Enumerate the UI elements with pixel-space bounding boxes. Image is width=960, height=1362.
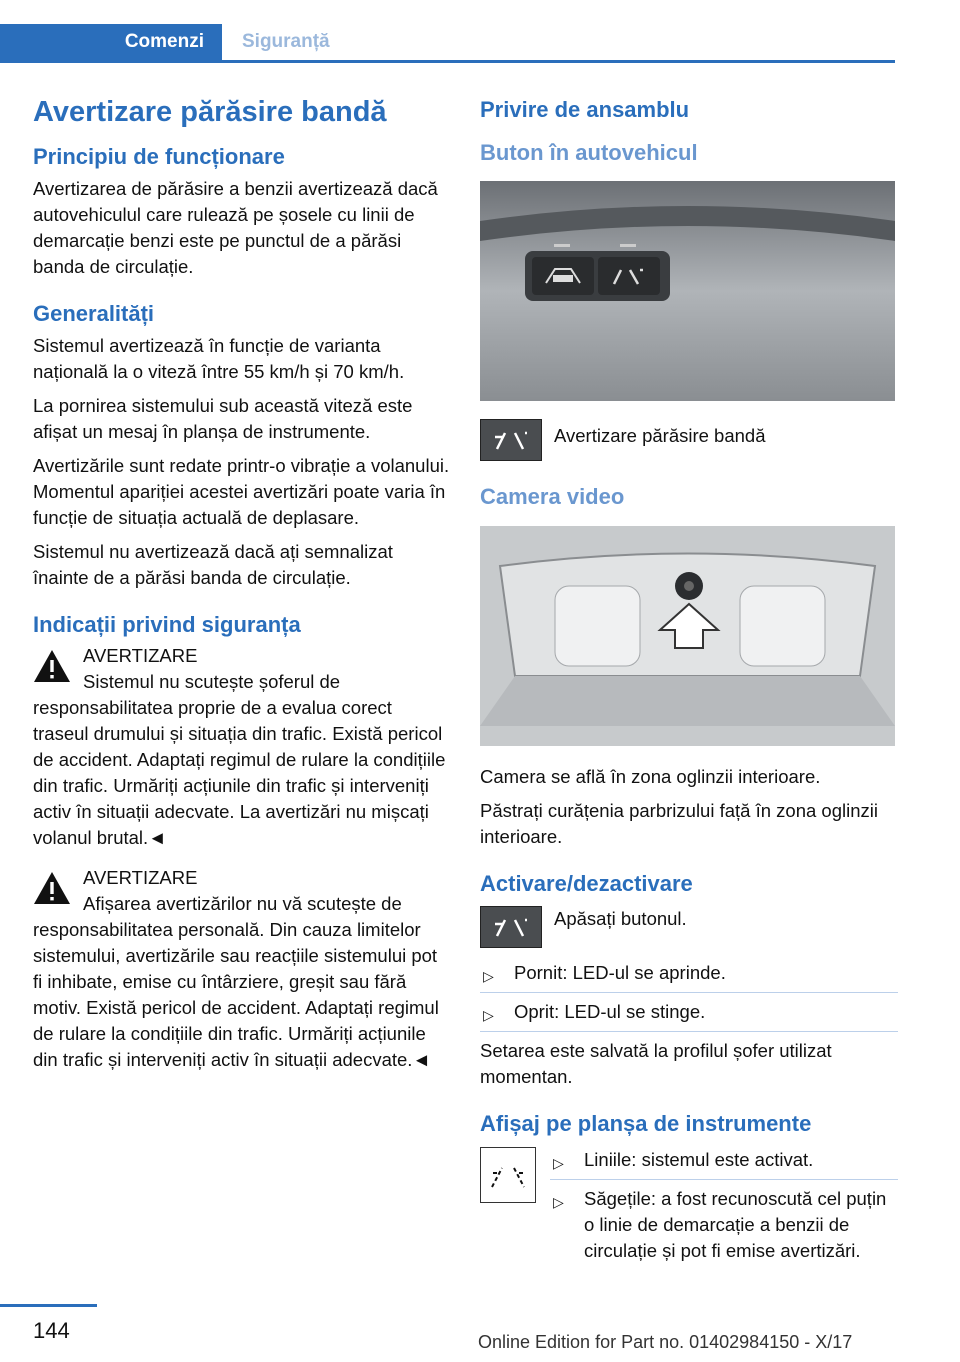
- right-column: [480, 96, 898, 1292]
- camera-heading: Camera video: [480, 484, 625, 510]
- warning-triangle-icon: [33, 649, 71, 683]
- car-buttons-image: [480, 181, 895, 401]
- overview-heading: Privire de ansamblu: [480, 97, 690, 122]
- display-heading: Afișaj pe planșa de instrumente: [480, 1111, 812, 1137]
- general-paragraph-3: Avertizările sunt redate printr-o vibrație a volanului. Momentul apariției acestei avertizări poate varia în funcție de situația actuală de deplasare.: [33, 454, 450, 528]
- list-item: ▷ Oprit: LED-ul se stinge.: [480, 999, 898, 1032]
- chapter-tabs: [0, 24, 895, 63]
- warning-2-title: AVERTIZARE: [83, 867, 198, 889]
- tab-comenzi[interactable]: Comenzi: [0, 24, 222, 60]
- camera-paragraph-1: Camera se află în zona oglinzii interioare.: [480, 765, 821, 787]
- edition-text: Online Edition for Part no. 01402984150 - X/17: [478, 1332, 853, 1352]
- general-paragraph-4: Sistemul nu avertizează dacă ați semnalizat înainte de a părăsi banda de circulație.: [33, 540, 393, 588]
- list-item: ▷ Săgețile: a fost recunoscută cel puțin o linie de demarcație a benzii de circulație și pot fi emise avertizări.: [553, 1187, 887, 1261]
- activation-text: Apăsați butonul.: [554, 908, 687, 930]
- general-paragraph-1: Sistemul avertizează în funcție de varianta națională la o viteză între 55 km/h și 70 km/h.: [33, 334, 405, 382]
- camera-photo: [480, 526, 895, 746]
- principle-text: Avertizarea de părăsire a benzii avertizează dacă autovehiculul care rulează pe șosele cu linii de demarcație benzi este pe punctul de a părăsi banda de circulație.: [33, 177, 438, 277]
- footer-rule: [0, 1304, 97, 1307]
- warning-block-2: [33, 865, 451, 1073]
- button-caption-row: [480, 419, 898, 461]
- bullet-triangle-icon: ▷: [483, 1007, 494, 1024]
- page-number: 144: [33, 1318, 70, 1343]
- activation-list: [480, 960, 898, 1032]
- display-row: [480, 1147, 898, 1270]
- display-list: [550, 1147, 898, 1270]
- activation-row: [480, 906, 898, 948]
- activation-heading: Activare/dezactivare: [480, 870, 693, 896]
- camera-paragraph-2: Păstrați curățenia parbrizului față în zona oglinzii interioare.: [480, 799, 878, 847]
- safety-heading: Indicații privind siguranța: [33, 611, 301, 637]
- lane-lines-display-icon: [480, 1147, 536, 1203]
- bullet-triangle-icon: ▷: [553, 1193, 564, 1210]
- tab-siguranta[interactable]: Siguranță: [242, 31, 330, 52]
- general-paragraph-2: La pornirea sistemului sub această viteză este afișat un mesaj în planșa de instrumente.: [33, 394, 413, 442]
- warning-2-text: Afișarea avertizărilor nu vă scutește de responsabilitatea personală. Din cauza limitelor sistemului, avertizările sau reacțiile sistemului pot fi inhibate, emise cu întârziere, greșit sau fără motiv. Există pericol de accident. Adaptați regimul de rulare la condițiile din trafic. Urmăriți acțiunile din trafic și interveniți activ în situații adecvate.◄: [33, 893, 439, 1071]
- general-heading: Generalități: [33, 300, 155, 326]
- principle-heading: Principiu de funcționare: [33, 144, 285, 170]
- button-caption: Avertizare părăsire bandă: [554, 425, 766, 447]
- windshield-camera-image: [480, 526, 895, 746]
- warning-triangle-icon: [33, 871, 71, 905]
- button-photo: [480, 181, 895, 401]
- lane-departure-button-icon: [480, 419, 542, 461]
- list-item: ▷ Pornit: LED-ul se aprinde.: [480, 960, 898, 993]
- button-heading: Buton în autovehicul: [480, 139, 698, 165]
- bullet-triangle-icon: ▷: [553, 1154, 564, 1171]
- list-item: ▷ Liniile: sistemul este activat.: [550, 1147, 898, 1180]
- bullet-triangle-icon: ▷: [483, 968, 494, 985]
- warning-block-1: [33, 643, 451, 851]
- warning-1-title: AVERTIZARE: [83, 645, 198, 667]
- left-column: [33, 96, 451, 1087]
- page-title: Avertizare părăsire bandă: [33, 96, 387, 128]
- warning-1-text: Sistemul nu scutește șoferul de responsabilitatea proprie de a evalua corect traseul drumului și situația din trafic. Există pericol de accident. Adaptați regimul de rulare la condițiile din trafic. Urmăriți acțiunile din trafic și interveniți activ în situații adecvate. La avertizări nu mișcați volanul brutal.◄: [33, 671, 446, 849]
- activation-note: Setarea este salvată la profilul șofer utilizat momentan.: [480, 1040, 832, 1088]
- lane-departure-button-icon: [480, 906, 542, 948]
